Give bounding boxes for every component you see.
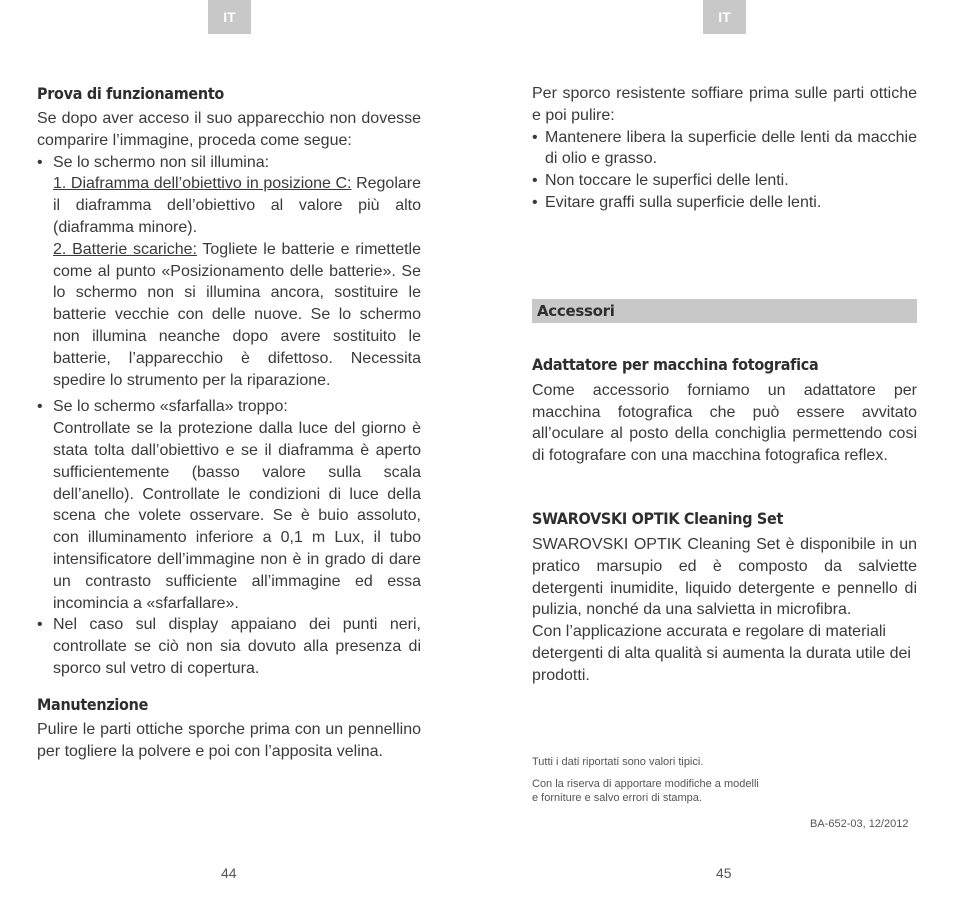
bullet-dot: • [37,398,43,416]
bullet-text: Nel caso sul display appaiano dei punti neri, controllate se ciò non sia dovuto alla presenza di sporco sul vetro di copertura. [53,616,421,677]
bullet-dot: • [532,193,538,211]
heading-functional-test: Prova di funzionamento [37,84,224,103]
language-tab-left: IT [208,0,251,34]
bullet-dot: • [532,128,538,146]
bullet-item-batteries [53,239,421,392]
bullet-dot: • [37,153,43,171]
item-text: Togliete le batterie e rimettetle come al punto «Posizionamento delle batterie». Se lo schermo non si illumina ancora, sostituire le batterie vecchie con delle nuove. Se lo schermo non illumina neanche dopo avere sostituito le batterie, l’apparecchio è difettoso. Necessita spedire lo strumento per la riparazione. [53,240,421,389]
maintenance-paragraph: Pulire le parti ottiche sporche prima con un pennellino per togliere la polvere e poi con l’apposita velina. [37,720,421,760]
bullet-lead: Se lo schermo non sil illumina: [53,153,270,171]
heading-cleaning-set: SWAROVSKI OPTIK Cleaning Set [532,508,784,528]
item-title-underlined: 2. Batterie scariche: [53,240,197,258]
cleaning-care-paragraph: Con l’applicazione accurata e regolare di materiali detergenti di alta qualità si aumenta la durata utile dei prodotti. [532,623,911,684]
bullet-text: Non toccare le superfici delle lenti. [545,172,789,190]
heading-camera-adapter: Adattatore per macchina fotografica [532,354,819,374]
item-title-underlined: 1. Diaframma dell’obiettivo in posizione C: [53,175,352,193]
bullet-dot: • [37,616,43,634]
footnote-typical-values: Tutti i dati riportati sono valori tipici. [532,755,704,768]
bullet-screen-not-lit [37,152,421,392]
intro-paragraph: Se dopo aver acceso il suo apparecchio non dovesse comparire l’immagine, proceda come segue: [37,110,421,149]
document-code: BA-652-03, 12/2012 [810,818,909,830]
item-text: Regolare il diaframma dell’obiettivo al valore più alto (diaframma minore). [53,175,421,236]
cleaning-set-paragraph: SWAROVSKI OPTIK Cleaning Set è disponibile in un pratico marsupio ed è composto da salviette detergenti inumidite, liquido detergente e pennello di pulizia, nonché da una salvietta in microfibra. [532,535,917,619]
page-number-right: 45 [716,865,732,881]
bullet-text: Evitare graffi sulla superficie delle lenti. [545,193,822,211]
bullet-text: Mantenere libera la superficie delle lenti da macchie di olio e grasso. [545,128,917,168]
bullet-text: Controllate se la protezione dalla luce del giorno è stata tolta dall’obiettivo e se il diaframma è aperto sufficientemente (basso valore sulla scala dell’anello). Controllate le condizioni di luce della scena che volete osservare. Se è buio assoluto, con illuminamento inferiore a 0,1 m Lux, il tubo intensificatore dell’immagine non è in grado di dare un contrasto sufficiente all’immagine ed essa incomincia a «sfarfallare». [53,420,421,612]
bullet-no-touch [532,170,917,192]
heading-maintenance: Manutenzione [37,694,149,714]
adapter-paragraph: Come accessorio forniamo un adattatore per macchina fotografica che può essere avvitato all’oculare al posto della conchiglia permettendo cosi di fotografare con una macchina fotografica reflex. [532,381,917,465]
bullet-screen-flicker [37,396,421,614]
footnote-disclaimer-line1: Con la riserva di apportare modifiche a modelli [532,777,759,790]
footnote-disclaimer-line2: e forniture e salvo errori di stampa. [532,791,702,804]
bullet-item-aperture [53,173,421,238]
language-tab-right: IT [703,0,746,34]
right-page-column [532,83,917,805]
section-band-accessories: Accessori [532,299,917,323]
cleaning-intro: Per sporco resistente soffiare prima sulle parti ottiche e poi pulire: [532,85,917,124]
bullet-no-scratch [532,192,917,214]
left-page-column [37,83,421,762]
bullet-dot: • [532,172,538,190]
bullet-lead: Se lo schermo «sfarfalla» troppo: [53,398,288,416]
bullet-lens-oil [532,127,917,171]
page-number-left: 44 [221,865,237,881]
bullet-black-dots [37,614,421,679]
